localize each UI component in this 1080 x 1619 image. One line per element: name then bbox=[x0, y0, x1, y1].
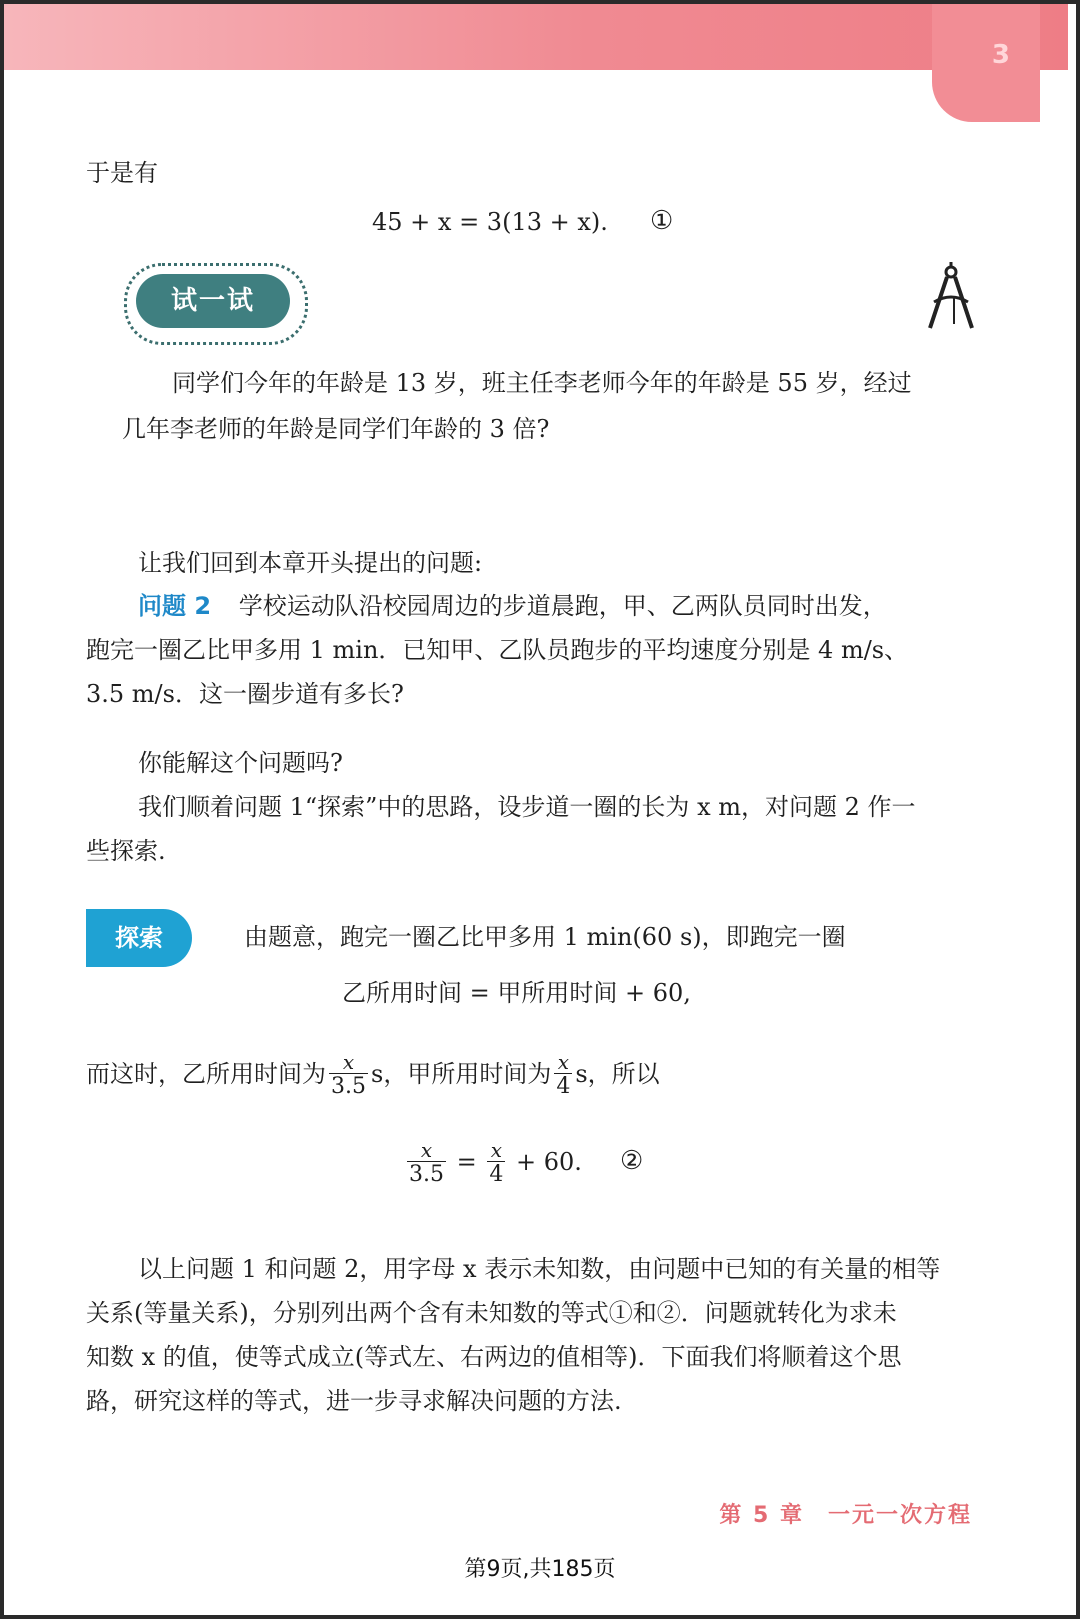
explore-label: 探索 bbox=[86, 909, 192, 967]
while-line bbox=[86, 1044, 660, 1104]
while-prefix: 而这时，乙所用时间为 bbox=[86, 1060, 326, 1088]
equation-1-marker: ① bbox=[650, 206, 674, 236]
fraction-denominator: 4 bbox=[556, 1074, 571, 1099]
equation-2 bbox=[404, 1132, 582, 1192]
chapter-footer: 第 5 章 一元一次方程 bbox=[719, 1503, 972, 1528]
summary-line-3: 知数 x 的值，使等式成立(等式左、右两边的值相等)．下面我们将顺着这个思 bbox=[86, 1343, 902, 1371]
follow-line-2: 些探索. bbox=[86, 837, 166, 865]
question-2-text: 学校运动队沿校园周边的步道晨跑，甲、乙两队员同时出发， bbox=[238, 592, 887, 620]
summary-line-1: 以上问题 1 和问题 2，用字母 x 表示未知数，由问题中已知的有关量的相等 bbox=[138, 1255, 941, 1283]
while-suffix: s，所以 bbox=[575, 1060, 660, 1088]
back-line: 让我们回到本章开头提出的问题: bbox=[138, 549, 483, 577]
equation-2-tail: + 60. bbox=[516, 1148, 582, 1176]
corner-tab bbox=[932, 4, 1040, 122]
summary-line-2: 关系(等量关系)，分别列出两个含有未知数的等式①和②．问题就转化为求未 bbox=[86, 1299, 897, 1327]
question-2-line-2: 跑完一圈乙比甲多用 1 min．已知甲、乙队员跑步的平均速度分别是 4 m/s、 bbox=[86, 636, 909, 664]
try-badge bbox=[124, 263, 308, 345]
while-mid: s，甲所用时间为 bbox=[371, 1060, 552, 1088]
equation-2-equals: = bbox=[456, 1148, 477, 1176]
equation-2-left-fraction bbox=[407, 1139, 446, 1188]
try-label: 试一试 bbox=[136, 274, 290, 328]
equation-2-marker: ② bbox=[620, 1146, 644, 1176]
question-2-line-3: 3.5 m/s．这一圈步道有多长? bbox=[86, 680, 404, 708]
equation-2-right-fraction bbox=[487, 1139, 505, 1188]
fraction-numerator: x bbox=[342, 1050, 355, 1074]
corner-number: 3 bbox=[991, 40, 1010, 70]
follow-line-1: 我们顺着问题 1“探索”中的思路，设步道一圈的长为 x m，对问题 2 作一 bbox=[138, 793, 916, 821]
fraction-denominator: 4 bbox=[489, 1162, 504, 1187]
try-line-1: 同学们今年的年龄是 13 岁，班主任李老师今年的年龄是 55 岁，经过 bbox=[172, 369, 912, 397]
question-2-label: 问题 2 bbox=[138, 592, 212, 620]
summary-line-4: 路，研究这样的等式，进一步寻求解决问题的方法. bbox=[86, 1387, 622, 1415]
fraction-denominator: 3.5 bbox=[331, 1074, 366, 1099]
fraction-denominator: 3.5 bbox=[409, 1162, 444, 1187]
explore-line: 由题意，跑完一圈乙比甲多用 1 min(60 s)，即跑完一圈 bbox=[244, 923, 846, 951]
page-number: 第9页,共185页 bbox=[464, 1557, 616, 1582]
text-yushiyou: 于是有 bbox=[86, 159, 158, 187]
equation-1: 45 + x = 3(13 + x). bbox=[372, 208, 608, 236]
fraction-x-over-3-5 bbox=[329, 1051, 368, 1100]
can-you-line: 你能解这个问题吗? bbox=[138, 749, 343, 777]
question-2-line-1 bbox=[138, 583, 887, 629]
compass-icon bbox=[924, 262, 978, 332]
fraction-x-over-4 bbox=[554, 1051, 572, 1100]
fraction-numerator: x bbox=[490, 1138, 503, 1162]
time-equation: 乙所用时间 = 甲所用时间 + 60, bbox=[342, 979, 691, 1007]
header-band bbox=[4, 4, 1068, 70]
try-line-2: 几年李老师的年龄是同学们年龄的 3 倍? bbox=[122, 415, 550, 443]
fraction-numerator: x bbox=[557, 1050, 569, 1074]
fraction-numerator: x bbox=[420, 1138, 433, 1162]
